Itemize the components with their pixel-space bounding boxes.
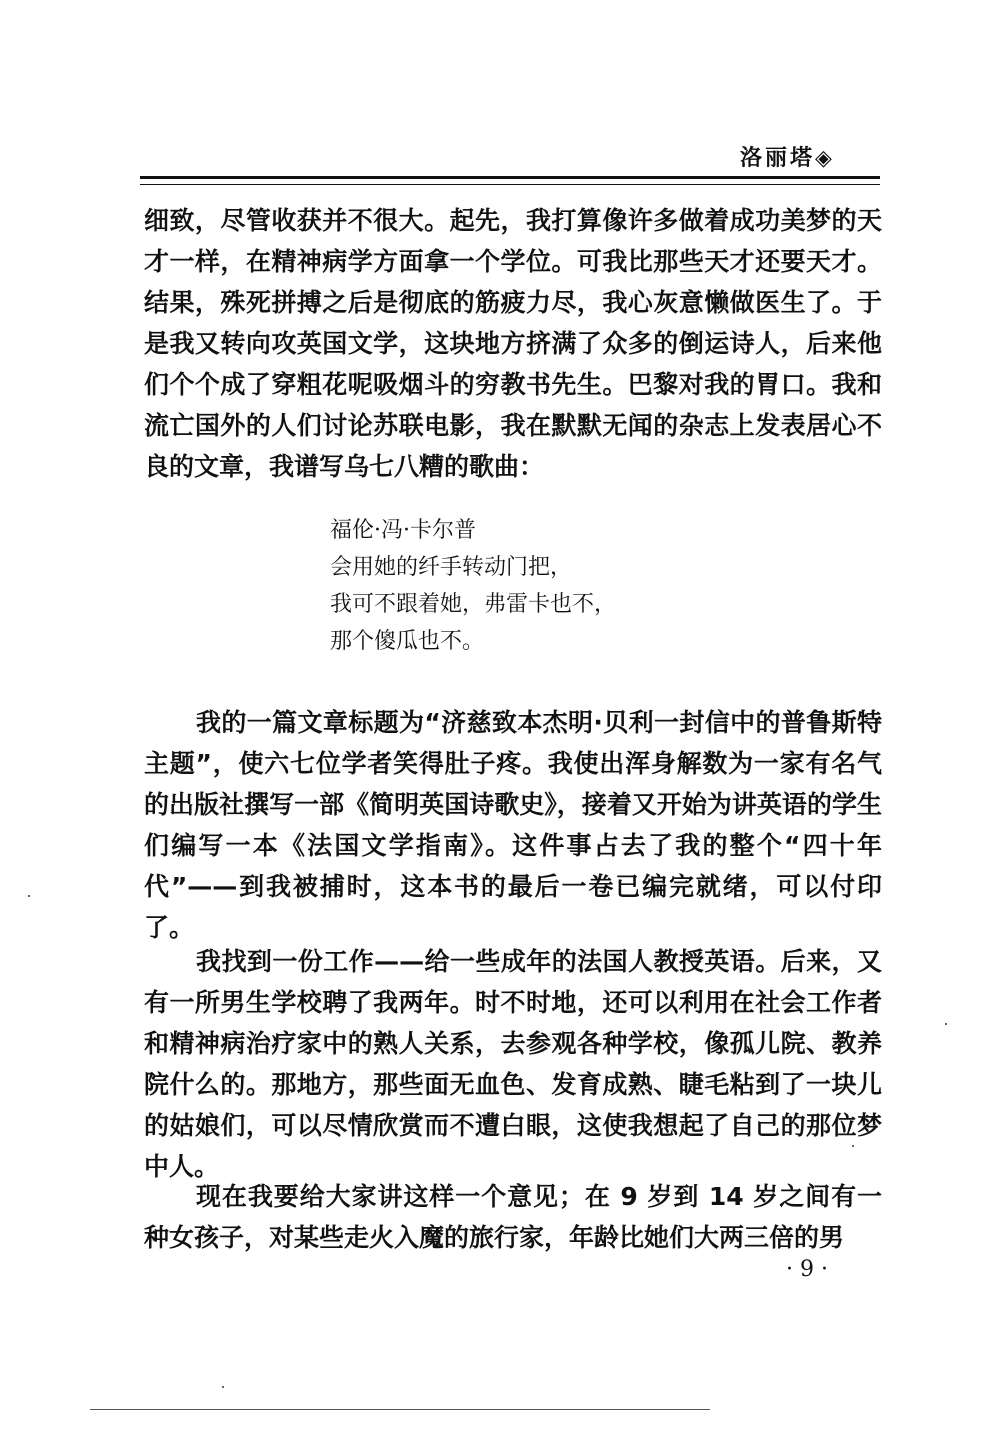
verse-line: 我可不跟着她，弗雷卡也不， xyxy=(330,592,617,617)
verse-line: 福伦·冯·卡尔普 xyxy=(330,518,476,543)
scan-speck xyxy=(852,1145,854,1147)
verse-line: 那个傻瓜也不。 xyxy=(330,629,485,654)
paragraph-1: 细致，尽管收获并不很大。起先，我打算像许多做着成功美梦的天才一样，在精神病学方面拿一个学位。可我比那些天才还要天才。结果，殊死拼搏之后是彻底的筋疲力尽，我心灰意懒做医生了。于是我又转向攻英国文学，这块地方挤满了众多的倒运诗人，后来他们个个成了穿粗花呢吸烟斗的穷教书先生。巴黎对我的胃口。我和流亡国外的人们讨论苏联电影，我在默默无闻的杂志上发表居心不良的文章，我谱写乌七八糟的歌曲： xyxy=(144,206,882,481)
page-number: · 9 · xyxy=(786,1257,828,1282)
verse-line: 会用她的纤手转动门把， xyxy=(330,555,573,580)
scan-speck xyxy=(222,1386,224,1388)
running-header-title: 洛丽塔◈ xyxy=(740,146,835,171)
verse-block xyxy=(330,512,616,660)
scan-speck xyxy=(945,1023,947,1025)
paragraph-4: 现在我要给大家讲这样一个意见；在 9 岁到 14 岁之间有一种女孩子，对某些走火入魔的旅行家，年龄比她们大两三倍的男 xyxy=(144,1182,882,1252)
paragraph-3: 我找到一份工作——给一些成年的法国人教授英语。后来，又有一所男生学校聘了我两年。时不时地，还可以利用在社会工作者和精神病治疗家中的熟人关系，去参观各种学校，像孤儿院、教养院什么的。那地方，那些面无血色、发育成熟、睫毛粘到了一块儿的姑娘们，可以尽情欣赏而不遭白眼，这使我想起了自己的那位梦中人。 xyxy=(144,947,882,1181)
bottom-scan-line xyxy=(90,1409,710,1410)
scan-speck xyxy=(28,895,30,897)
paragraph-2: 我的一篇文章标题为“济慈致本杰明·贝利一封信中的普鲁斯特主题”，使六七位学者笑得肚子疼。我使出浑身解数为一家有名气的出版社撰写一部《简明英国诗歌史》，接着又开始为讲英语的学生们编写一本《法国文学指南》。这件事占去了我的整个“四十年代”——到我被捕时，这本书的最后一卷已编完就绪，可以付印了。 xyxy=(144,708,882,942)
header-rule xyxy=(140,176,880,185)
